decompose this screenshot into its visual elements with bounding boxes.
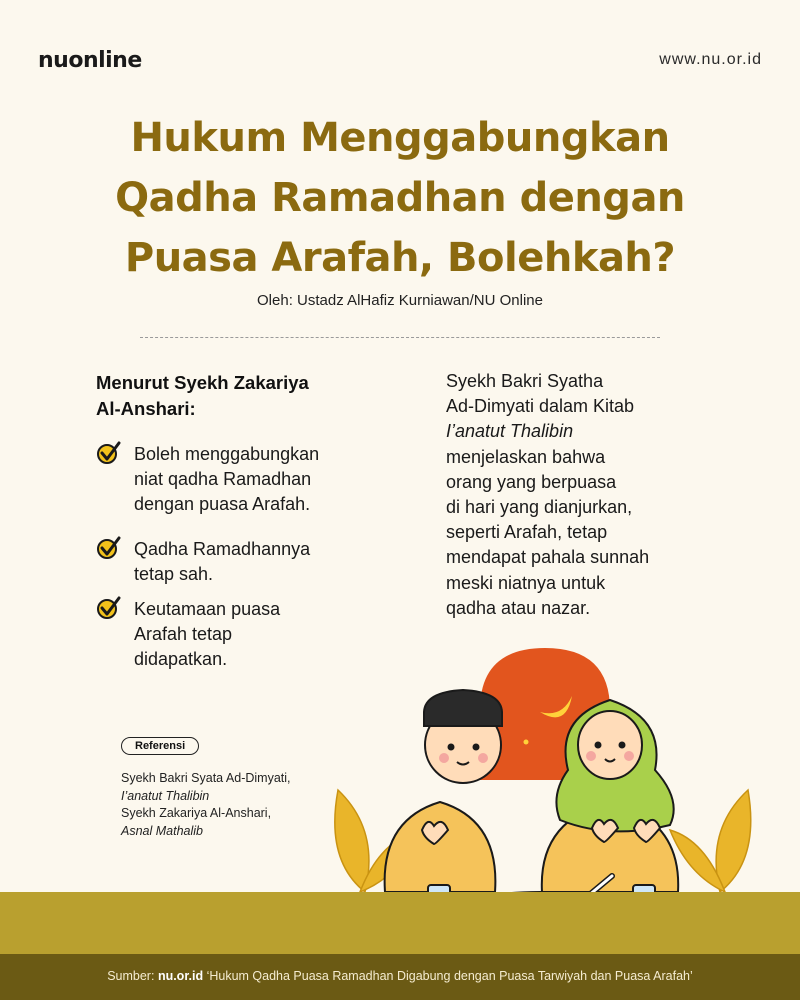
right-line: orang yang berpuasa xyxy=(446,471,617,492)
point-text xyxy=(134,442,319,517)
references-badge: Referensi xyxy=(121,737,199,755)
brand-logo: nuonline xyxy=(38,48,142,73)
title-line: Hukum Menggabungkan xyxy=(130,115,670,161)
leaf-right-icon xyxy=(670,790,751,892)
website-url: www.nu.or.id xyxy=(659,51,762,68)
right-line-italic: I’anatut Thalibin xyxy=(446,421,574,442)
right-line: di hari yang dianjurkan, xyxy=(446,497,633,518)
right-line: Syekh Bakri Syatha xyxy=(446,371,604,391)
star-icon xyxy=(524,740,529,745)
point-line: niat qadha Ramadhan xyxy=(134,469,312,489)
point-line: Keutamaan puasa xyxy=(134,599,281,619)
point-item xyxy=(96,537,310,587)
point-text xyxy=(134,597,280,672)
point-line: tetap sah. xyxy=(134,564,214,584)
point-line: didapatkan. xyxy=(134,649,228,669)
point-item xyxy=(96,597,280,672)
page-title xyxy=(40,108,760,288)
right-line: seperti Arafah, tetap xyxy=(446,522,608,543)
footer-site: nu.or.id xyxy=(157,969,204,983)
point-item xyxy=(96,442,319,517)
right-line: qadha atau nazar. xyxy=(446,597,591,618)
point-line: dengan puasa Arafah. xyxy=(134,494,311,514)
point-line: Arafah tetap xyxy=(134,624,233,644)
author-byline: Oleh: Ustadz AlHafiz Kurniawan/NU Online xyxy=(257,292,543,309)
iftar-illustration xyxy=(310,630,770,930)
point-line: Qadha Ramadhannya xyxy=(134,539,311,559)
girl-face xyxy=(578,711,642,779)
source-footer xyxy=(0,954,800,1000)
right-line: menjelaskan bahwa xyxy=(446,446,606,467)
right-line: Ad-Dimyati dalam Kitab xyxy=(446,396,635,417)
point-line: Boleh menggabungkan xyxy=(134,444,320,464)
reference-line: Syekh Zakariya Al-Anshari, xyxy=(121,806,272,820)
reference-line: Syekh Bakri Syata Ad-Dimyati, xyxy=(121,771,291,785)
footer-source: ‘Hukum Qadha Puasa Ramadhan Digabung dengan Puasa Tarwiyah dan Puasa Arafah’ xyxy=(206,969,693,983)
left-heading-line: Al-Anshari: xyxy=(96,398,196,419)
title-line: Qadha Ramadhan dengan xyxy=(115,175,685,221)
check-icon xyxy=(96,535,122,561)
references-list xyxy=(121,770,291,840)
right-line: meski niatnya untuk xyxy=(446,572,606,593)
reference-line-italic: Asnal Mathalib xyxy=(121,823,203,838)
point-text xyxy=(134,537,310,587)
check-icon xyxy=(96,440,122,466)
check-icon xyxy=(96,595,122,621)
ground-band xyxy=(0,892,800,954)
left-heading-line: Menurut Syekh Zakariya xyxy=(96,372,309,393)
boy-body xyxy=(385,802,496,892)
right-column-text xyxy=(446,369,736,621)
dashed-divider xyxy=(140,337,660,338)
left-heading xyxy=(96,370,309,422)
footer-prefix: Sumber: xyxy=(107,969,155,983)
reference-line-italic: I’anatut Thalibin xyxy=(121,788,210,803)
right-line: mendapat pahala sunnah xyxy=(446,547,650,568)
title-line: Puasa Arafah, Bolehkah? xyxy=(124,235,676,281)
peci-cap-icon xyxy=(424,690,502,726)
